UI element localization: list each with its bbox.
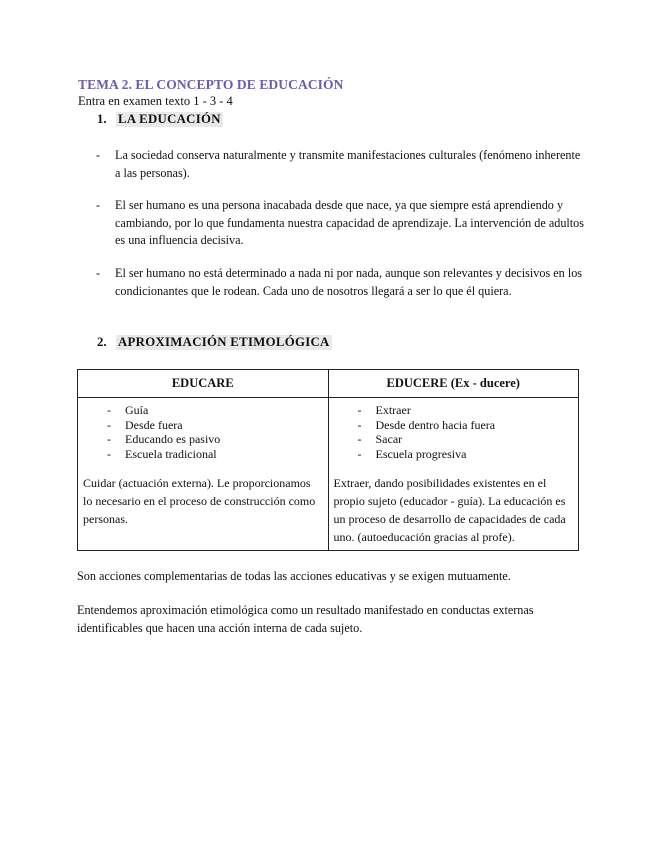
etymology-table — [77, 369, 579, 551]
section-2-heading — [97, 334, 332, 351]
dash-marker: - — [357, 432, 362, 447]
list-item — [351, 403, 574, 418]
section-1-number: 1. — [97, 112, 107, 126]
item-text: Escuela progresiva — [375, 447, 467, 462]
educere-description: Extraer, dando posibilidades existentes en el propio sujeto (educador - guía). La educación es un proceso de desarrollo de capacidades de cada uno. (autoeducación gracias al profe). — [333, 475, 566, 544]
table-header-educere: EDUCERE (Ex - ducere) — [328, 370, 579, 398]
section-2-number: 2. — [97, 335, 107, 349]
list-item — [351, 418, 574, 433]
dash-marker: - — [107, 447, 111, 462]
dash-marker: - — [96, 266, 101, 280]
list-item — [100, 447, 323, 462]
dash-marker: - — [96, 198, 101, 212]
document-title: TEMA 2. EL CONCEPTO DE EDUCACIÓN — [78, 77, 344, 92]
table-header-educare: EDUCARE — [78, 370, 329, 398]
educare-description: Cuidar (actuación externa). Le proporcionamos lo necesario en el proceso de construcción como personas. — [83, 475, 316, 526]
item-text: Desde dentro hacia fuera — [375, 417, 496, 432]
dash-marker: - — [107, 432, 111, 447]
bullet-text: La sociedad conserva naturalmente y transmite manifestaciones culturales (fenómeno inherente a las personas). — [115, 148, 581, 180]
bullet-list — [96, 265, 586, 300]
dash-marker: - — [107, 403, 111, 417]
item-text: Guía — [125, 403, 149, 417]
item-text: Extraer — [375, 403, 411, 417]
list-item — [351, 432, 574, 447]
bullet-text: El ser humano es una persona inacabada desde que nace, ya que siempre está aprendiendo y cambiando, por lo que fundamenta nuestra capacidad de aprendizaje. La intervención de adultos es una influencia decisiva. — [115, 198, 585, 247]
dash-marker: - — [96, 148, 101, 162]
paragraph-definition: Entendemos aproximación etimológica como un resultado manifestado en conductas externas identificables que hacen una acción interna de cada sujeto. — [77, 603, 534, 635]
educare-list — [83, 403, 323, 462]
list-item — [96, 265, 586, 300]
bullet-list — [96, 197, 586, 250]
list-item — [100, 432, 323, 447]
section-1-title: LA EDUCACIÓN — [118, 112, 221, 126]
list-item — [100, 403, 323, 418]
list-item — [351, 447, 574, 462]
dash-marker: - — [107, 417, 111, 432]
list-item — [96, 197, 586, 250]
item-text: Desde fuera — [125, 417, 183, 432]
item-text: Escuela tradicional — [125, 447, 217, 462]
dash-marker: - — [357, 447, 362, 462]
table-header-row — [78, 370, 579, 398]
bullet-list — [96, 147, 586, 182]
document-subtitle: Entra en examen texto 1 - 3 - 4 — [78, 94, 233, 108]
item-text: Sacar — [375, 432, 403, 447]
list-item — [96, 147, 586, 182]
table-cell-educere — [328, 398, 579, 551]
table-cell-educare — [78, 398, 329, 551]
list-item — [100, 418, 323, 433]
dash-marker: - — [357, 417, 362, 432]
educere-list — [334, 403, 574, 462]
paragraph-complementary: Son acciones complementarias de todas las acciones educativas y se exigen mutuamente. — [77, 569, 511, 583]
section-1-heading — [97, 111, 223, 128]
table-row — [78, 398, 579, 551]
dash-marker: - — [357, 403, 362, 417]
item-text: Educando es pasivo — [125, 432, 221, 447]
section-2-title: APROXIMACIÓN ETIMOLÓGICA — [118, 335, 330, 349]
bullet-text: El ser humano no está determinado a nada ni por nada, aunque son relevantes y decisivos en los condicionantes que le rodean. Cada uno de nosotros llegará a ser lo que él quiera. — [115, 266, 583, 298]
